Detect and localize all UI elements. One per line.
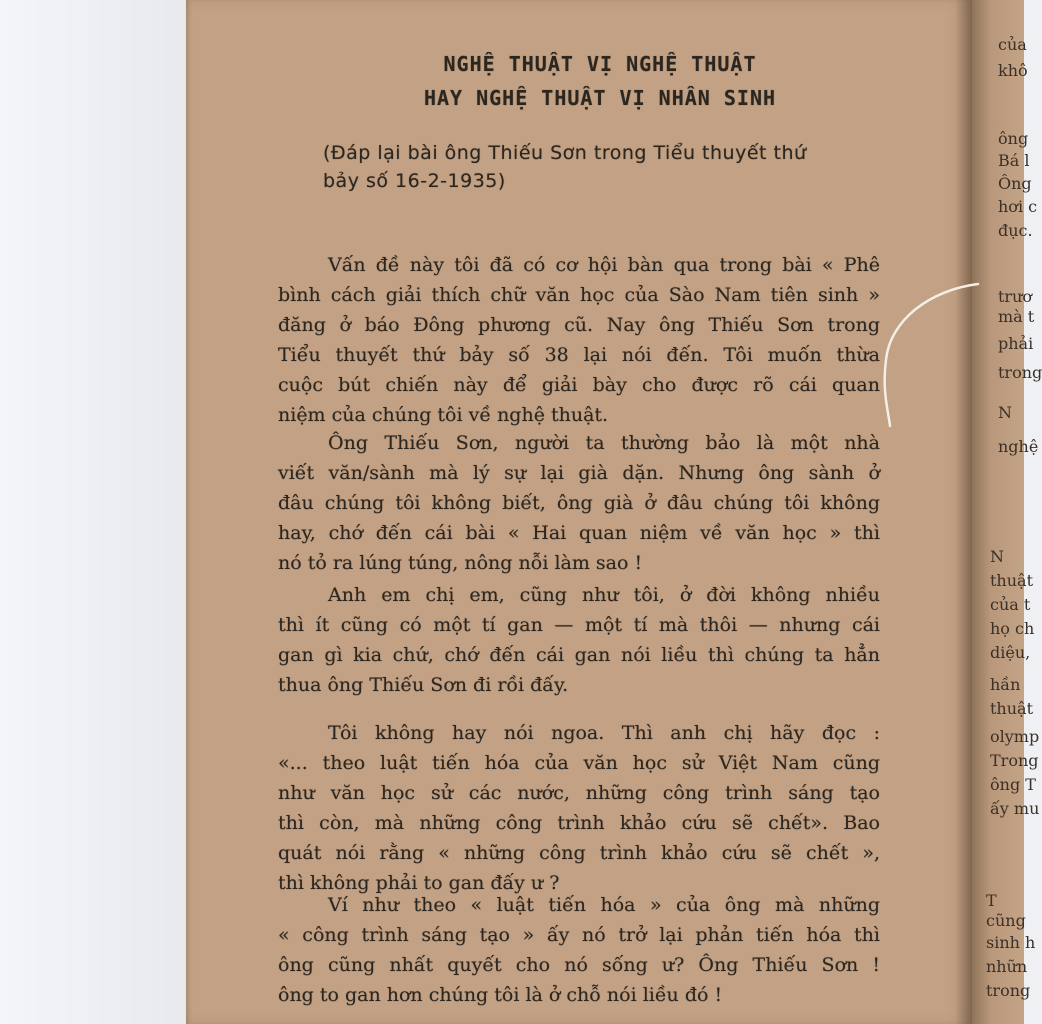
text-line: ông to gan hơn chúng tôi là ở chỗ nói liều đó ! — [278, 984, 723, 1006]
text-line: thì không phải to gan đấy ư ? — [278, 872, 560, 894]
text-line: thì ít cũng có một tí gan — một tí mà thôi — nhưng cái — [278, 614, 880, 636]
text-line: ông cũng nhất quyết cho nó sống ư? Ông Thiếu Sơn ! — [278, 954, 880, 976]
paragraph — [278, 580, 880, 700]
right-page-fragment: trong — [986, 981, 1031, 1000]
paragraph — [278, 718, 880, 898]
right-page-fragment: phải — [998, 334, 1034, 353]
right-page-fragment: ông — [998, 129, 1029, 148]
right-page-fragment: Trong — [990, 751, 1039, 770]
right-page-fragment: của t — [990, 595, 1031, 614]
reply-note-line-1: (Đáp lại bài ông Thiếu Sơn trong Tiểu thuyết thứ — [323, 142, 807, 164]
reply-note-line-2: bảy số 16-2-1935) — [323, 170, 506, 192]
right-page-fragment: họ ch — [990, 619, 1035, 638]
right-page-fragment: thuật — [990, 699, 1034, 718]
bookmark-thread — [870, 280, 980, 430]
text-line: hay, chớ đến cái bài « Hai quan niệm về văn học » thì — [278, 522, 880, 544]
text-line: thì còn, mà những công trình khảo cứu sẽ chết». Bao — [278, 812, 880, 834]
right-page-fragment: ấy mu — [990, 799, 1040, 818]
right-page-fragment: trươ — [998, 287, 1033, 306]
book-page-right — [972, 0, 1042, 1024]
text-line: gan gì kia chứ, chớ đến cái gan nói liều thì chúng ta hẳn — [278, 644, 880, 666]
right-page-fragment: T — [986, 891, 997, 910]
right-page-fragment: đục. — [998, 221, 1033, 240]
right-page-fragment: hơi c — [998, 197, 1038, 216]
text-line: Ví như theo « luật tiến hóa » của ông mà những — [328, 894, 880, 916]
text-line: Anh em chị em, cũng như tôi, ở đời không nhiều — [328, 584, 880, 606]
paragraph — [278, 890, 880, 1010]
text-line: bình cách giải thích chữ văn học của Sào Nam tiên sinh » — [278, 284, 880, 306]
text-line: đăng ở báo Đông phương cũ. Nay ông Thiếu Sơn trong — [278, 314, 880, 336]
right-page-fragment: olymp — [990, 727, 1040, 746]
text-line: « công trình sáng tạo » ấy nó trở lại phản tiến hóa thì — [278, 924, 880, 946]
paragraph — [278, 250, 880, 430]
text-line: viết văn/sành mà lý sự lại già dặn. Nhưng ông sành ở — [278, 462, 880, 484]
text-line: Tôi không hay nói ngoa. Thì anh chị hãy đọc : — [328, 722, 880, 744]
right-page-fragment: nghệ — [998, 437, 1039, 456]
text-line: Ông Thiếu Sơn, người ta thường bảo là một nhà — [328, 432, 880, 454]
right-page-fragment: khô — [998, 61, 1028, 80]
right-page-fragment: sinh h — [986, 933, 1036, 952]
right-page-fragment: trong — [998, 363, 1042, 382]
text-line: «... theo luật tiến hóa của văn học sử Việt Nam cũng — [278, 752, 880, 774]
article-title-line-1: NGHỆ THUẬT VỊ NGHỆ THUẬT — [443, 52, 757, 76]
right-page-fragment: N — [998, 403, 1012, 422]
text-line: cuộc bút chiến này để giải bày cho được rõ cái quan — [278, 374, 880, 396]
right-page-fragment: Ông — [998, 174, 1032, 193]
paragraph — [278, 428, 880, 578]
text-line: niệm của chúng tôi về nghệ thuật. — [278, 404, 609, 426]
right-page-fragment: của — [998, 35, 1027, 54]
right-page-fragment: mà t — [998, 307, 1035, 326]
right-page-fragment: nhữn — [986, 957, 1028, 976]
article-title-line-2: HAY NGHỆ THUẬT VỊ NHÂN SINH — [423, 86, 777, 110]
background-surface — [0, 0, 190, 1024]
text-line: nó tỏ ra lúng túng, nông nỗi làm sao ! — [278, 552, 643, 574]
text-line: đâu chúng tôi không biết, ông già ở đâu chúng tôi không — [278, 492, 880, 514]
text-line: Tiểu thuyết thứ bảy số 38 lại nói đến. Tôi muốn thừa — [278, 344, 880, 366]
right-page-fragment: thuật — [990, 571, 1034, 590]
right-page-fragment: cũng — [986, 911, 1026, 930]
right-page-fragment: N — [990, 547, 1004, 566]
right-page-fragment: Bá l — [998, 151, 1030, 170]
right-page-fragment: hần — [990, 675, 1021, 694]
text-line: như văn học sử các nước, những công trình sáng tạo — [278, 782, 880, 804]
text-line: thua ông Thiếu Sơn đi rồi đấy. — [278, 674, 569, 696]
text-line: Vấn đề này tôi đã có cơ hội bàn qua trong bài « Phê — [328, 254, 880, 276]
text-line: quát nói rằng « những công trình khảo cứu sẽ chết », — [278, 842, 880, 864]
right-page-fragment: diệu, — [990, 643, 1031, 662]
right-page-fragment: ông T — [990, 775, 1036, 794]
